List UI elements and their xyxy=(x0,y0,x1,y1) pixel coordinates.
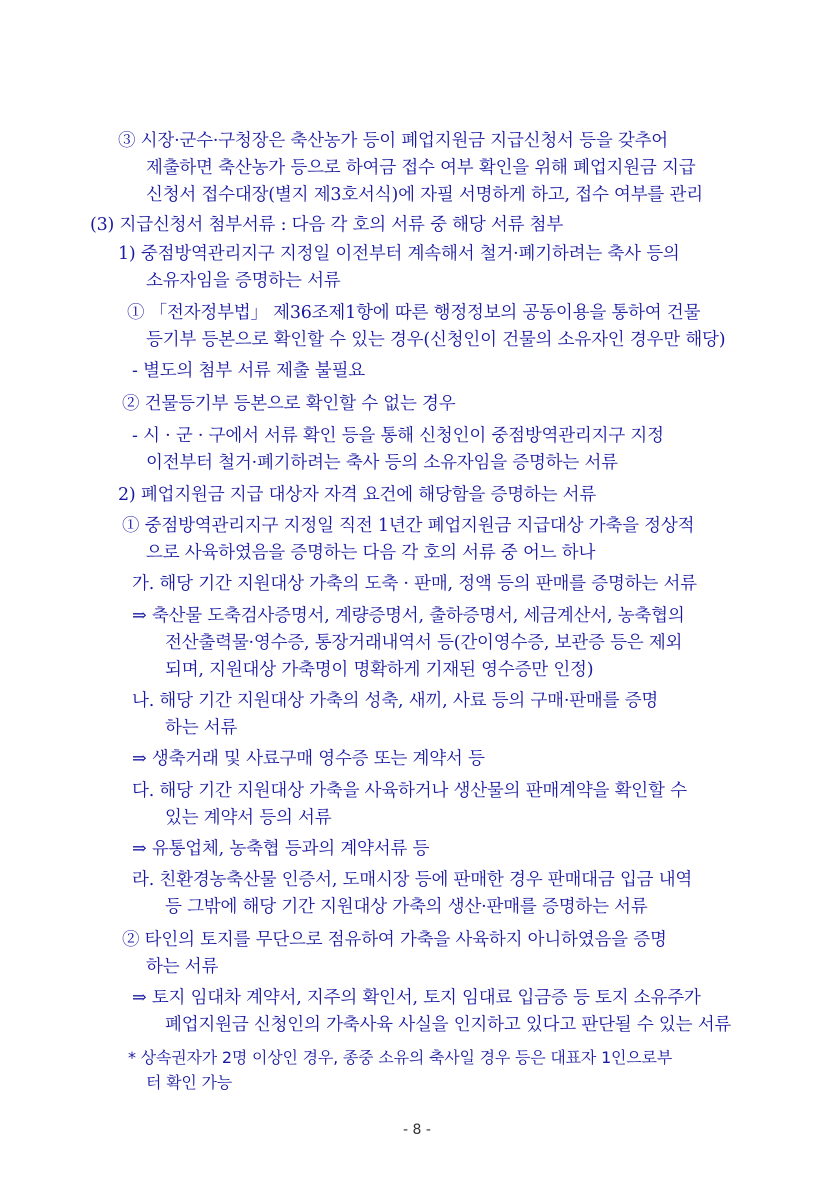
text-line: 으로 사육하였음을 증명하는 다음 각 호의 서류 중 어느 하나 xyxy=(146,543,596,563)
text-line: 하는 서류 xyxy=(165,718,238,738)
text-line: 등기부 등본으로 확인할 수 있는 경우(신청인이 건물의 소유자인 경우만 해당) xyxy=(146,330,726,350)
text-line: - 별도의 첨부 서류 제출 불필요 xyxy=(132,361,365,381)
text-line: 전산출력물·영수증, 통장거래내역서 등(간이영수증, 보관증 등은 제외 xyxy=(165,633,683,653)
text-line: 소유자임을 증명하는 서류 xyxy=(146,271,341,291)
footnote-line: 터 확인 가능 xyxy=(146,1073,233,1092)
text-line: 되며, 지원대상 가축명이 명확하게 기재된 영수증만 인정) xyxy=(165,660,594,680)
text-line: ② 타인의 토지를 무단으로 점유하여 가축을 사육하지 아니하였음을 증명 xyxy=(122,930,667,950)
text-line: 라. 친환경농축산물 인증서, 도매시장 등에 판매한 경우 판매대금 입금 내역 xyxy=(132,870,693,890)
section-heading: (3) 지급신청서 첨부서류 : 다음 각 호의 서류 중 해당 서류 첨부 xyxy=(90,215,564,235)
text-line: 있는 계약서 등의 서류 xyxy=(165,808,332,828)
text-line: 폐업지원금 신청인의 가축사육 사실을 인지하고 있다고 판단될 수 있는 서류 xyxy=(165,1015,732,1035)
text-line: 다. 해당 기간 지원대상 가축을 사육하거나 생산물의 판매계약을 확인할 수 xyxy=(132,781,687,801)
footnote-line: * 상속권자가 2명 이상인 경우, 종중 소유의 축사일 경우 등은 대표자 1인으로부 xyxy=(128,1048,673,1067)
text-line: 2) 폐업지원금 지급 대상자 자격 요건에 해당함을 증명하는 서류 xyxy=(118,485,597,505)
text-line: - 시 · 군 · 구에서 서류 확인 등을 통해 신청인이 중점방역관리지구 지정 xyxy=(132,426,664,446)
text-line: 등 그밖에 해당 기간 지원대상 가축의 생산·판매를 증명하는 서류 xyxy=(165,897,648,917)
text-line: 하는 서류 xyxy=(146,957,219,977)
text-line: 제출하면 축산농가 등으로 하여금 접수 여부 확인을 위해 폐업지원금 지급 xyxy=(146,158,696,178)
text-line: 1) 중점방역관리지구 지정일 이전부터 계속해서 철거·폐기하려는 축사 등의 xyxy=(118,244,680,264)
text-line: ① 중점방역관리지구 지정일 직전 1년간 폐업지원금 지급대상 가축을 정상적 xyxy=(122,516,695,536)
text-line: ⇒ 토지 임대차 계약서, 지주의 확인서, 토지 임대료 입금증 등 토지 소유주가 xyxy=(132,988,701,1008)
page-number: - 8 - xyxy=(403,1122,431,1138)
text-line: 나. 해당 기간 지원대상 가축의 성축, 새끼, 사료 등의 구매·판매를 증명 xyxy=(132,691,659,711)
text-line: ③ 시장·군수·구청장은 축산농가 등이 폐업지원금 지급신청서 등을 갖추어 xyxy=(118,131,669,151)
text-line: 가. 해당 기간 지원대상 가축의 도축 · 판매, 정액 등의 판매를 증명하는 서류 xyxy=(132,574,697,594)
text-line: ⇒ 축산물 도축검사증명서, 계량증명서, 출하증명서, 세금계산서, 농축협의 xyxy=(132,606,685,626)
text-line: 신청서 접수대장(별지 제3호서식)에 자필 서명하게 하고, 접수 여부를 관리 xyxy=(146,185,703,205)
text-line: ⇒ 유통업체, 농축협 등과의 계약서류 등 xyxy=(132,839,430,859)
text-line: ⇒ 생축거래 및 사료구매 영수증 또는 계약서 등 xyxy=(132,749,485,769)
text-line: ① 「전자정부법」 제36조제1항에 따른 행정정보의 공동이용을 통하여 건물 xyxy=(127,303,701,323)
text-line: ② 건물등기부 등본으로 확인할 수 없는 경우 xyxy=(122,394,456,414)
text-line: 이전부터 철거·폐기하려는 축사 등의 소유자임을 증명하는 서류 xyxy=(146,453,618,473)
